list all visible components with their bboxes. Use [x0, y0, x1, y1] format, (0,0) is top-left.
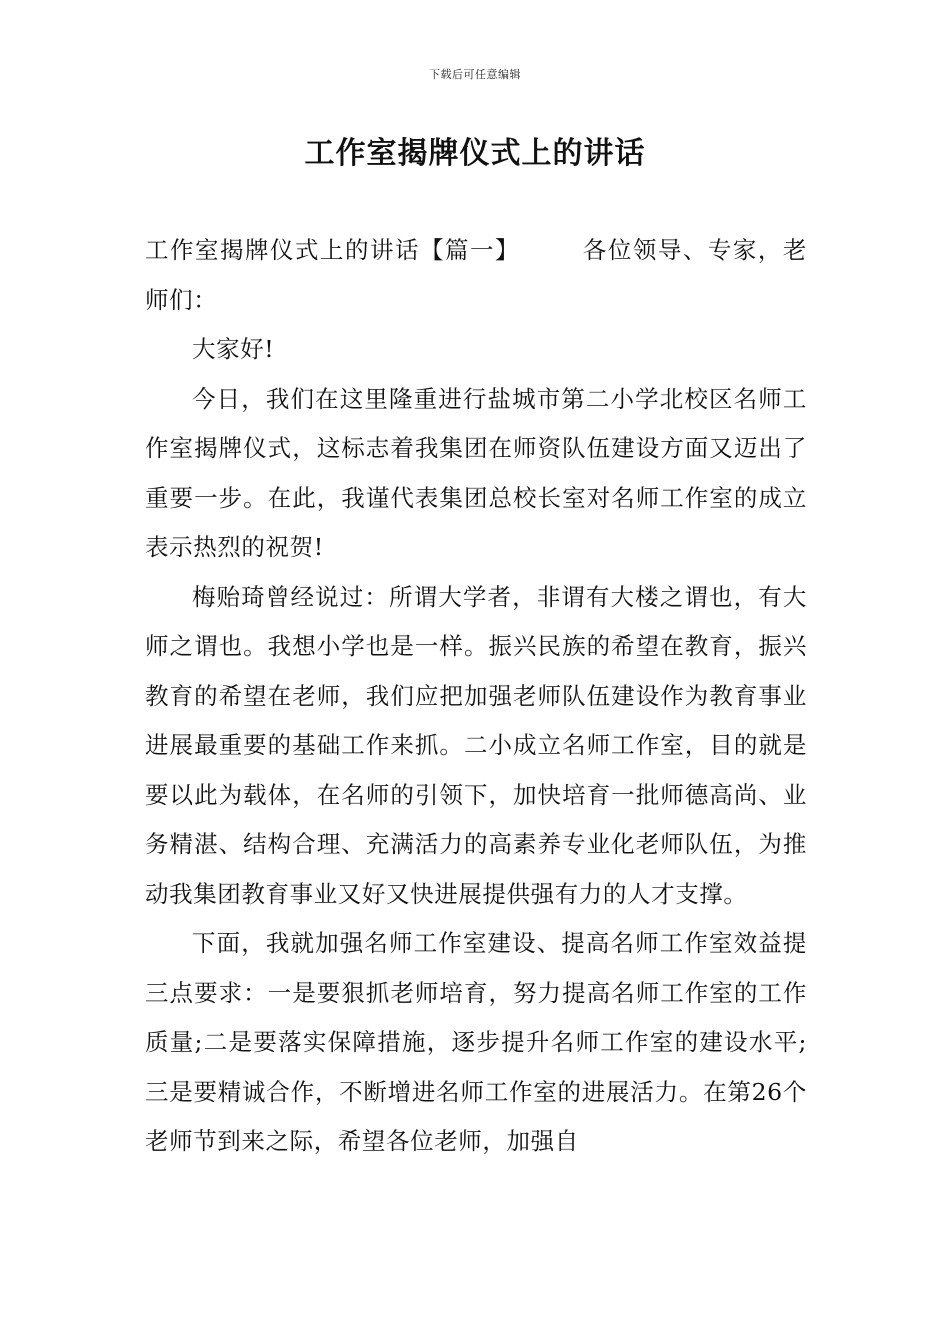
- section-heading: 工作室揭牌仪式上的讲话【篇一】: [145, 236, 520, 264]
- salutation-first: 各位领导、专家，: [582, 236, 783, 264]
- opening-line: [145, 226, 807, 325]
- paragraph-requirements: 下面，我就加强名师工作室建设、提高名师工作室效益提三点要求：一是要狠抓老师培育，努力提高名师工作室的工作质量;二是要落实保障措施，逐步提升名师工作室的建设水平;三是要精诚合作，不断增进名师工作室的进展活力。在第26个老师节到来之际，希望各位老师，加强自: [145, 929, 807, 1155]
- paragraph-quote: 梅贻琦曾经说过：所谓大学者，非谓有大楼之谓也，有大师之谓也。我想小学也是一样。振兴民族的希望在教育，振兴教育的希望在老师，我们应把加强老师队伍建设作为教育事业进展最重要的基础工作来抓。二小成立名师工作室，目的就是要以此为载体，在名师的引领下，加快培育一批师德高尚、业务精湛、结构合理、充满活力的高素养专业化老师队伍，为推动我集团教育事业又好又快进展提供强有力的人才支撑。: [145, 582, 807, 908]
- paragraph-greeting: 大家好!: [192, 335, 275, 363]
- document-title: 工作室揭牌仪式上的讲话: [304, 136, 646, 171]
- document-body: [145, 226, 807, 1167]
- salutation-second: 老师们：: [145, 236, 808, 314]
- paragraph-opening: 今日，我们在这里隆重进行盐城市第二小学北校区名师工作室揭牌仪式，这标志着我集团在师资队伍建设方面又迈出了重要一步。在此，我谨代表集团总校长室对名师工作室的成立表示热烈的祝贺!: [145, 384, 807, 561]
- page-header-note: 下载后可任意编辑: [429, 68, 521, 81]
